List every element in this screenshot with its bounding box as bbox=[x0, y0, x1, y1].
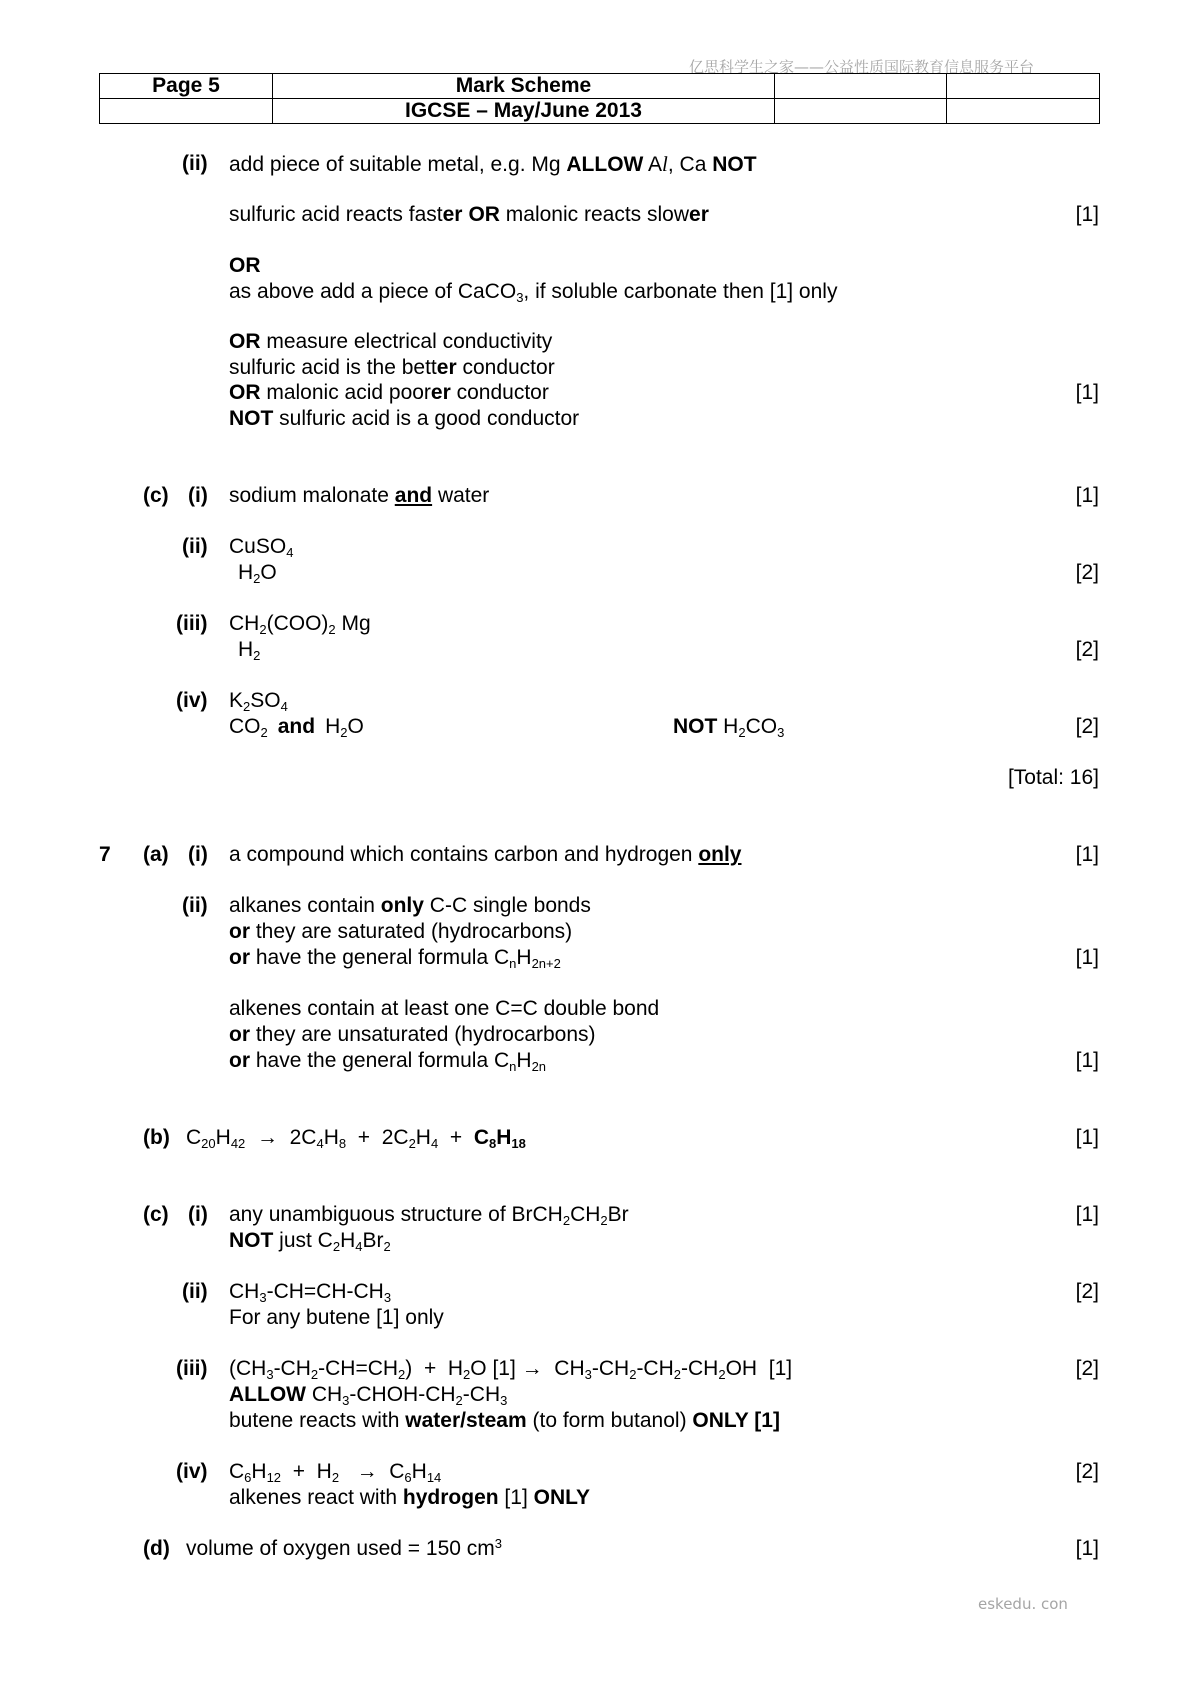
q7c-iv-1 bbox=[229, 1459, 441, 1485]
q6b-ii-line6 bbox=[229, 355, 555, 381]
mark-7c-i: [1] bbox=[1075, 1203, 1099, 1226]
q6c-i bbox=[229, 483, 489, 509]
header-title: Mark Scheme bbox=[273, 74, 775, 99]
text: er bbox=[689, 203, 709, 226]
q7c-i-2 bbox=[229, 1228, 391, 1254]
label-7c-iv: (iv) bbox=[176, 1460, 208, 1483]
mark-7c-iii: [2] bbox=[1075, 1357, 1099, 1380]
subscript: 2 bbox=[718, 1367, 726, 1382]
superscript: 3 bbox=[494, 1536, 502, 1551]
text: -CH bbox=[462, 1383, 501, 1406]
text: -CH=CH-CH bbox=[266, 1280, 384, 1303]
mark-6b-ii-2: [1] bbox=[1075, 381, 1099, 404]
or-keyword: OR bbox=[229, 330, 261, 353]
text: conductor bbox=[450, 381, 549, 404]
subscript: 2n+2 bbox=[531, 956, 561, 971]
text: er bbox=[436, 356, 457, 379]
text: CuSO bbox=[229, 535, 287, 558]
q7a-ii-4: alkenes contain at least one C=C double bond bbox=[229, 997, 660, 1020]
subscript: 4 bbox=[316, 1136, 324, 1151]
text: , Ca bbox=[667, 153, 713, 176]
text: H bbox=[717, 715, 739, 738]
text: volume of oxygen used = 150 cm bbox=[186, 1537, 495, 1560]
q6b-ii-line4 bbox=[229, 279, 837, 305]
text: add piece of suitable metal, e.g. Mg bbox=[229, 153, 567, 176]
text: CO bbox=[745, 715, 778, 738]
text: → C bbox=[339, 1460, 405, 1483]
subscript: 4 bbox=[280, 699, 288, 714]
or-keyword: or bbox=[229, 1023, 250, 1046]
label-6c-i: (i) bbox=[188, 484, 208, 507]
only-keyword: only bbox=[698, 843, 742, 866]
label-7c-i: (i) bbox=[188, 1203, 208, 1226]
header-page: Page 5 bbox=[100, 74, 273, 99]
text: alkenes react with bbox=[229, 1486, 403, 1509]
allow-keyword: ALLOW bbox=[229, 1383, 306, 1406]
and-keyword: and bbox=[394, 484, 433, 507]
text: they are unsaturated (hydrocarbons) bbox=[250, 1023, 596, 1046]
q6c-iii-1 bbox=[229, 611, 371, 637]
text: l bbox=[662, 152, 668, 176]
q6b-ii-line5 bbox=[229, 329, 552, 355]
q7b-equation bbox=[186, 1125, 526, 1151]
subscript: 2 bbox=[340, 725, 348, 740]
text: just C bbox=[273, 1229, 333, 1252]
q7a-i bbox=[229, 842, 741, 868]
text: er bbox=[430, 381, 451, 404]
mark-7b: [1] bbox=[1075, 1126, 1099, 1149]
text: Mg bbox=[335, 612, 371, 635]
subscript: 2 bbox=[629, 1367, 637, 1382]
only-keyword: ONLY [1] bbox=[692, 1409, 780, 1432]
header-empty-5 bbox=[947, 99, 1100, 124]
label-7b: (b) bbox=[143, 1126, 170, 1149]
text: H bbox=[325, 715, 341, 738]
text: measure electrical conductivity bbox=[260, 330, 553, 353]
text: sulfuric acid is a good conductor bbox=[273, 407, 580, 430]
text: -CH bbox=[591, 1357, 630, 1380]
subscript: 2 bbox=[260, 725, 268, 740]
text: CH bbox=[229, 612, 260, 635]
header-table bbox=[99, 73, 1100, 124]
subscript: 8 bbox=[488, 1136, 497, 1151]
or-keyword: or bbox=[229, 920, 250, 943]
label-7d: (d) bbox=[143, 1537, 170, 1560]
text: H bbox=[251, 1460, 267, 1483]
subscript: 2 bbox=[332, 1239, 341, 1254]
header-empty-4 bbox=[775, 99, 947, 124]
subscript: 2 bbox=[253, 648, 261, 663]
subscript: 4 bbox=[355, 1239, 363, 1254]
subscript: 3 bbox=[342, 1393, 350, 1408]
only-keyword: only bbox=[380, 894, 424, 917]
text: sulfuric acid is the bett bbox=[229, 356, 437, 379]
subscript: 2 bbox=[463, 1367, 471, 1382]
text: H bbox=[215, 1126, 231, 1149]
text: a compound which contains carbon and hydrogen bbox=[229, 843, 699, 866]
text: -CH bbox=[273, 1357, 311, 1380]
subscript: 3 bbox=[266, 1367, 274, 1382]
or-keyword: or bbox=[229, 946, 250, 969]
text: → 2C bbox=[245, 1126, 317, 1149]
q7a-ii-2 bbox=[229, 919, 572, 945]
text: CH bbox=[229, 1280, 260, 1303]
label-7c: (c) bbox=[143, 1203, 169, 1226]
watermark-top: 亿思科学生之家——公益性质国际教育信息服务平台 bbox=[689, 58, 1035, 76]
mark-6c-iv: [2] bbox=[1075, 715, 1099, 738]
mark-7a-i: [1] bbox=[1075, 843, 1099, 866]
q6c-iv-not bbox=[673, 714, 784, 740]
text: CO bbox=[229, 715, 261, 738]
text: O bbox=[260, 561, 277, 584]
total-mark: [Total: 16] bbox=[1007, 766, 1099, 789]
subscript: 2 bbox=[673, 1367, 681, 1382]
not-keyword: NOT bbox=[229, 407, 274, 430]
mark-6b-ii-1: [1] bbox=[1075, 203, 1099, 226]
subscript: 2 bbox=[259, 622, 267, 637]
mark-6c-iii: [2] bbox=[1075, 638, 1099, 661]
or-keyword: OR bbox=[229, 254, 261, 277]
subscript: 3 bbox=[777, 725, 785, 740]
subscript: 2 bbox=[398, 1367, 406, 1382]
q6c-iii-2 bbox=[238, 637, 260, 663]
mark-7d: [1] bbox=[1075, 1537, 1099, 1560]
mark-7a-ii-2: [1] bbox=[1075, 1049, 1099, 1072]
text: -CH bbox=[681, 1357, 719, 1380]
q6b-ii-line1 bbox=[229, 151, 757, 178]
subscript: 8 bbox=[338, 1136, 347, 1151]
subscript: 4 bbox=[286, 545, 294, 560]
subscript: 2 bbox=[383, 1239, 391, 1254]
text: + H bbox=[281, 1460, 332, 1483]
text: H bbox=[496, 1126, 512, 1149]
text: as above add a piece of CaCO bbox=[229, 280, 517, 303]
text: CH bbox=[305, 1383, 343, 1406]
text: (CH bbox=[229, 1357, 267, 1380]
text: SO bbox=[250, 689, 281, 712]
subscript: n bbox=[509, 1059, 517, 1074]
text: H bbox=[411, 1460, 427, 1483]
label-6c: (c) bbox=[143, 484, 169, 507]
text: Br bbox=[607, 1203, 629, 1226]
not-keyword: NOT bbox=[712, 153, 757, 176]
text: malonic reacts slow bbox=[499, 203, 690, 226]
subscript: 2 bbox=[243, 699, 251, 714]
subscript: 2 bbox=[562, 1213, 571, 1228]
subscript: 3 bbox=[259, 1290, 267, 1305]
label-7c-ii: (ii) bbox=[182, 1280, 208, 1303]
q7c-ii-2: For any butene [1] only bbox=[229, 1306, 444, 1329]
label-6c-iii: (iii) bbox=[176, 612, 208, 635]
text: C bbox=[186, 1126, 202, 1149]
text: ) + H bbox=[405, 1357, 464, 1380]
watermark-bottom: eskedu. con bbox=[978, 1595, 1068, 1613]
not-keyword: NOT bbox=[673, 715, 718, 738]
header-empty-3 bbox=[100, 99, 273, 124]
label-7a: (a) bbox=[143, 843, 169, 866]
text: H bbox=[238, 561, 254, 584]
text: -CHOH-CH bbox=[349, 1383, 456, 1406]
or-keyword: OR bbox=[468, 203, 500, 226]
subscript: 2 bbox=[328, 622, 336, 637]
text: C bbox=[229, 1460, 245, 1483]
subscript: 2 bbox=[310, 1367, 319, 1382]
text: O [1] → CH bbox=[470, 1357, 585, 1380]
q7a-ii-3 bbox=[229, 945, 561, 971]
text: [1] bbox=[498, 1486, 534, 1509]
subscript: 2 bbox=[253, 571, 261, 586]
or-keyword: or bbox=[229, 1049, 250, 1072]
text: water bbox=[432, 484, 490, 507]
q6c-ii-2 bbox=[238, 560, 277, 586]
subscript: 6 bbox=[404, 1470, 412, 1485]
q6b-ii-line8 bbox=[229, 406, 579, 432]
subscript: 14 bbox=[426, 1470, 442, 1485]
text: K bbox=[229, 689, 244, 712]
text: Br bbox=[362, 1229, 384, 1252]
q6b-ii-line2 bbox=[229, 202, 709, 228]
text: H bbox=[238, 638, 254, 661]
subscript: 2 bbox=[408, 1136, 416, 1151]
text: alkanes contain bbox=[229, 894, 381, 917]
mark-7c-ii: [2] bbox=[1075, 1280, 1099, 1303]
subscript: 42 bbox=[230, 1136, 246, 1151]
label-6c-ii: (ii) bbox=[182, 535, 208, 558]
text: (to form butanol) bbox=[526, 1409, 693, 1432]
q6c-iv-2 bbox=[229, 714, 364, 740]
text: OH [1] bbox=[725, 1357, 793, 1380]
text: sodium malonate bbox=[229, 484, 395, 507]
text: hydrogen bbox=[402, 1486, 499, 1509]
label-6c-iv: (iv) bbox=[176, 689, 208, 712]
text: C-C single bonds bbox=[423, 894, 591, 917]
header-empty-2 bbox=[947, 74, 1100, 99]
q7c-i-1 bbox=[229, 1202, 629, 1228]
mark-6c-ii: [2] bbox=[1075, 561, 1099, 584]
mark-7c-iv: [2] bbox=[1075, 1460, 1099, 1483]
text: have the general formula C bbox=[250, 1049, 510, 1072]
subscript: 12 bbox=[266, 1470, 282, 1485]
header-empty-1 bbox=[775, 74, 947, 99]
text: have the general formula C bbox=[250, 946, 510, 969]
q7a-ii-1 bbox=[229, 893, 591, 919]
text: any unambiguous structure of BrCH bbox=[229, 1203, 563, 1226]
text: er bbox=[442, 203, 463, 226]
label-7a-ii: (ii) bbox=[182, 894, 208, 917]
subscript: 3 bbox=[516, 290, 524, 305]
subscript: 3 bbox=[383, 1290, 392, 1305]
q7a-ii-6 bbox=[229, 1048, 546, 1074]
text: H bbox=[516, 1049, 532, 1072]
q6c-iv-1 bbox=[229, 688, 288, 714]
or-keyword: OR bbox=[229, 381, 261, 404]
mark-7a-ii-1: [1] bbox=[1075, 946, 1099, 969]
text: water/steam bbox=[405, 1409, 527, 1432]
text: sulfuric acid reacts fast bbox=[229, 203, 443, 226]
label-6b-ii: (ii) bbox=[182, 152, 208, 175]
and-keyword: and bbox=[277, 715, 316, 738]
text: + 2C bbox=[346, 1126, 409, 1149]
q7a-ii-5 bbox=[229, 1022, 596, 1048]
subscript: 2 bbox=[455, 1393, 463, 1408]
label-7a-i: (i) bbox=[188, 843, 208, 866]
only-keyword: ONLY bbox=[533, 1486, 591, 1509]
not-keyword: NOT bbox=[229, 1229, 274, 1252]
header-subtitle: IGCSE – May/June 2013 bbox=[273, 99, 775, 124]
text: butene reacts with bbox=[229, 1409, 406, 1432]
q7c-iii-2 bbox=[229, 1382, 507, 1408]
subscript: 2 bbox=[738, 725, 746, 740]
subscript: 4 bbox=[430, 1136, 439, 1151]
text: H bbox=[516, 946, 532, 969]
subscript: 6 bbox=[244, 1470, 252, 1485]
q7c-ii-1 bbox=[229, 1279, 391, 1305]
q7d bbox=[186, 1536, 502, 1562]
text: -CH bbox=[636, 1357, 674, 1380]
text: H bbox=[323, 1126, 339, 1149]
subscript: 3 bbox=[500, 1393, 508, 1408]
text: CH bbox=[570, 1203, 601, 1226]
q6b-ii-line7 bbox=[229, 380, 549, 406]
text: conductor bbox=[456, 356, 555, 379]
subscript: n bbox=[509, 956, 517, 971]
subscript: 20 bbox=[201, 1136, 216, 1151]
subscript: 2 bbox=[600, 1213, 608, 1228]
allow-keyword: ALLOW bbox=[566, 153, 644, 176]
mark-6c-i: [1] bbox=[1075, 484, 1099, 507]
text: (COO) bbox=[266, 612, 329, 635]
subscript: 18 bbox=[511, 1136, 526, 1151]
text: C bbox=[473, 1126, 489, 1149]
subscript: 3 bbox=[584, 1367, 592, 1382]
text: they are saturated (hydrocarbons) bbox=[250, 920, 573, 943]
q7c-iii-3 bbox=[229, 1408, 780, 1434]
text: H bbox=[340, 1229, 356, 1252]
question-number-7: 7 bbox=[99, 843, 111, 866]
text: , if soluble carbonate then [1] only bbox=[523, 280, 838, 303]
q7c-iii-1 bbox=[229, 1356, 792, 1382]
text: O bbox=[347, 715, 364, 738]
text: -CH=CH bbox=[318, 1357, 399, 1380]
subscript: 2n bbox=[531, 1059, 547, 1074]
text: + bbox=[438, 1126, 474, 1149]
q7c-iv-2 bbox=[229, 1485, 590, 1511]
text: malonic acid poor bbox=[260, 381, 431, 404]
q6c-ii-1 bbox=[229, 534, 293, 560]
label-7c-iii: (iii) bbox=[176, 1357, 208, 1380]
subscript: 2 bbox=[331, 1470, 340, 1485]
text: A bbox=[643, 153, 663, 176]
text: H bbox=[415, 1126, 431, 1149]
